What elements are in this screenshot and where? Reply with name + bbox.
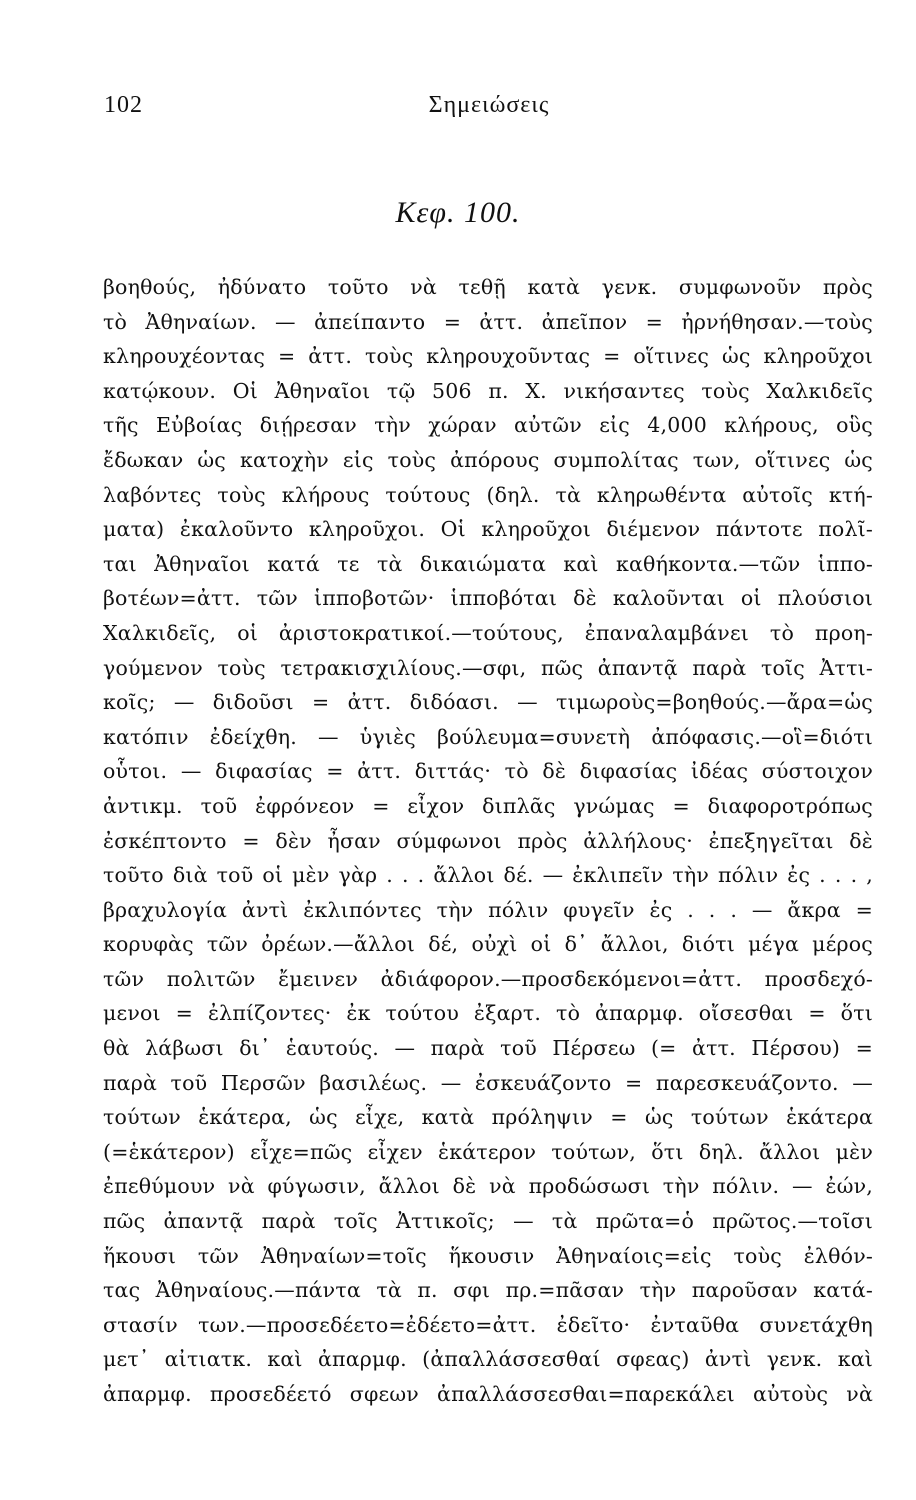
text-line: μετ᾽ αἰτιατκ. καὶ ἀπαρμφ. (ἀπαλλάσσεσθαί σφεας) ἀντὶ γενκ. καὶ (103, 1347, 873, 1372)
text-line: στασίν των.—προσεδέετο=ἐδέετο=ἀττ. ἐδεῖτο· ἐνταῦθα συνετάχθη (103, 1312, 873, 1337)
text-line: μενοι = ἐλπίζοντες· ἐκ τούτου ἐξαρτ. τὸ ἀπαρμφ. οἴσεσθαι = ὅτι (103, 1001, 873, 1026)
page-header (104, 92, 874, 132)
text-line: ἔδωκαν ὡς κατοχὴν εἰς τοὺς ἀπόρους συμπολίτας των, οἵτινες ὡς (103, 447, 873, 472)
text-line: τοῦτο διὰ τοῦ οἱ μὲν γὰρ . . . ἄλλοι δέ. — ἐκλιπεῖν τὴν πόλιν ἐς . . . , (103, 863, 873, 888)
text-line: ἥκουσι τῶν Ἀθηναίων=τοῖς ἥκουσιν Ἀθηναίοις=εἰς τοὺς ἐλθόν- (103, 1243, 873, 1268)
text-line: θὰ λάβωσι δι᾽ ἑαυτούς. — παρὰ τοῦ Πέρσεω (= ἀττ. Πέρσου) = (103, 1036, 873, 1061)
text-line: ἀπαρμφ. προσεδέετό σφεων ἀπαλλάσσεσθαι=παρεκάλει αὐτοὺς νὰ (103, 1382, 873, 1406)
text-line: βοτέων=ἀττ. τῶν ἱπποβοτῶν· ἱπποβόται δὲ καλοῦνται οἱ πλούσιοι (103, 586, 873, 611)
text-line: πῶς ἀπαντᾷ παρὰ τοῖς Ἀττικοῖς; — τὰ πρῶτα=ὁ πρῶτος.—τοῖσι (103, 1209, 873, 1234)
text-line: οὗτοι. — διφασίας = ἀττ. διττάς· τὸ δὲ διφασίας ἰδέας σύστοιχον (103, 759, 873, 784)
text-line: κατόπιν ἐδείχθη. — ὑγιὲς βούλευμα=συνετὴ ἀπόφασις.—οἳ=διότι (103, 724, 873, 749)
text-line: κληρουχέοντας = ἀττ. τοὺς κληρουχοῦντας = οἵτινες ὡς κληροῦχοι (103, 344, 873, 369)
text-line: κορυφὰς τῶν ὀρέων.—ἄλλοι δέ, οὐχὶ οἱ δ᾽ ἄλλοι, διότι μέγα μέρος (103, 932, 873, 957)
page-number: 102 (104, 92, 143, 118)
text-line: τούτων ἑκάτερα, ὡς εἶχε, κατὰ πρόληψιν = ὡς τούτων ἑκάτερα (103, 1105, 873, 1130)
text-line: βραχυλογία ἀντὶ ἐκλιπόντες τὴν πόλιν φυγεῖν ἐς . . . — ἄκρα = (103, 897, 873, 922)
text-line: λαβόντες τοὺς κλήρους τούτους (δηλ. τὰ κληρωθέντα αὐτοῖς κτή- (103, 482, 873, 507)
text-line: κατῴκουν. Οἱ Ἀθηναῖοι τῷ 506 π. Χ. νικήσαντες τοὺς Χαλκιδεῖς (103, 378, 873, 403)
text-line: ἐπεθύμουν νὰ φύγωσιν, ἄλλοι δὲ νὰ προδώσωσι τὴν πόλιν. — ἐών, (103, 1174, 873, 1199)
text-line: ἀντικμ. τοῦ ἐφρόνεον = εἶχον διπλᾶς γνώμας = διαφοροτρόπως (103, 793, 873, 818)
text-line: παρὰ τοῦ Περσῶν βασιλέως. — ἐσκευάζοντο = παρεσκευάζοντο. — (103, 1070, 873, 1095)
text-line: Χαλκιδεῖς, οἱ ἀριστοκρατικοί.—τούτους, ἐπαναλαμβάνει τὸ προη- (103, 620, 873, 645)
text-line: γούμενον τοὺς τετρακισχιλίους.—σφι, πῶς ἀπαντᾷ παρὰ τοῖς Ἀττι- (103, 655, 873, 680)
text-line: ται Ἀθηναῖοι κατά τε τὰ δικαιώματα καὶ καθήκοντα.—τῶν ἱππο- (103, 551, 873, 576)
text-line: τὸ Ἀθηναίων. — ἀπείπαντο = ἀττ. ἀπεῖπον = ἠρνήθησαν.—τοὺς (103, 309, 873, 334)
text-line: βοηθούς, ἠδύνατο τοῦτο νὰ τεθῇ κατὰ γενκ. συμφωνοῦν πρὸς (103, 275, 873, 299)
text-line: τῶν πολιτῶν ἔμεινεν ἀδιάφορον.—προσδεκόμενοι=ἀττ. προσδεχό- (103, 966, 873, 991)
chapter-title: Κεφ. 100. (395, 196, 521, 229)
text-line: τῆς Εὐβοίας διῄρεσαν τὴν χώραν αὐτῶν εἰς 4,000 κλήρους, οὓς (103, 413, 873, 438)
running-head: Σημειώσεις (428, 92, 550, 118)
text-line: τας Ἀθηναίους.—πάντα τὰ π. σφι πρ.=πᾶσαν τὴν παροῦσαν κατά- (103, 1278, 873, 1303)
text-line: (=ἑκάτερον) εἶχε=πῶς εἶχεν ἑκάτερον τούτων, ὅτι δηλ. ἄλλοι μὲν (103, 1139, 873, 1164)
text-line: ἐσκέπτοντο = δὲν ἦσαν σύμφωνοι πρὸς ἀλλήλους· ἐπεξηγεῖται δὲ (103, 828, 873, 853)
text-line: ματα) ἐκαλοῦντο κληροῦχοι. Οἱ κληροῦχοι διέμενον πάντοτε πολῖ- (103, 517, 873, 542)
text-line: κοῖς; — διδοῦσι = ἀττ. διδόασι. — τιμωροὺς=βοηθούς.—ἄρα=ὡς (103, 690, 873, 715)
body-text (103, 270, 873, 1412)
